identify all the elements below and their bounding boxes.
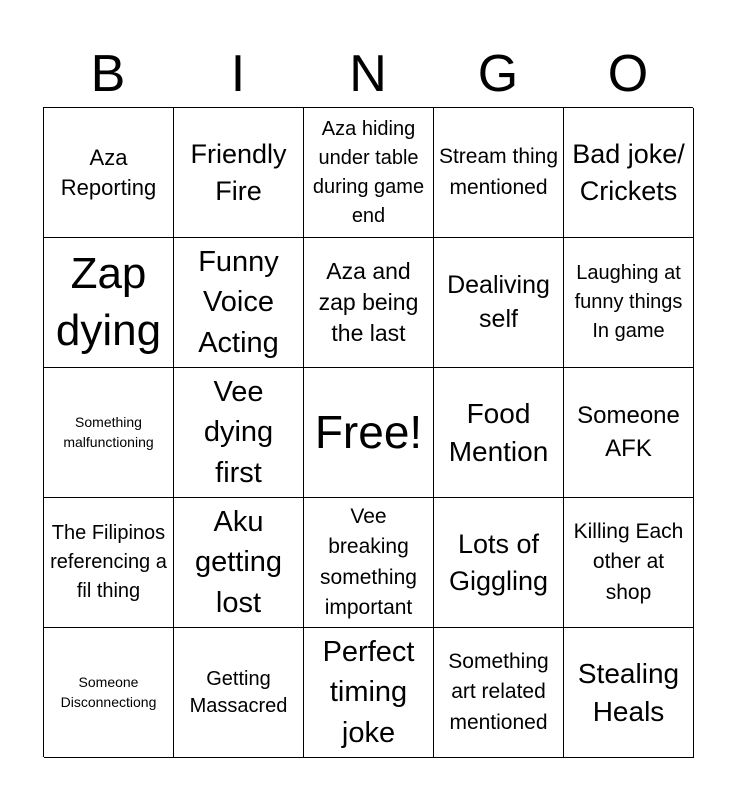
bingo-cell[interactable] <box>434 628 564 758</box>
header-letter-b: B <box>90 45 126 103</box>
cell-text: Aku getting lost <box>194 506 283 619</box>
bingo-cell[interactable] <box>434 498 564 628</box>
bingo-cell[interactable] <box>434 238 564 368</box>
cell-text: Someone AFK <box>577 402 680 462</box>
bingo-cell[interactable] <box>174 498 304 628</box>
bingo-cell[interactable] <box>304 498 434 628</box>
bingo-cell[interactable] <box>304 628 434 758</box>
cell-text: Aza and zap being the last <box>318 257 419 347</box>
cell-text: Killing Each other at shop <box>573 519 684 604</box>
cell-text: Vee breaking something important <box>320 504 417 619</box>
cell-text: Aza Reporting <box>60 144 157 200</box>
cell-text: Laughing at funny things In game <box>574 262 683 342</box>
bingo-cell[interactable] <box>434 368 564 498</box>
cell-text: Funny Voice Acting <box>198 246 279 359</box>
cell-text: Aza hiding under table during game end <box>312 117 425 227</box>
header-letter-g: G <box>477 45 519 103</box>
bingo-cell[interactable] <box>304 368 434 498</box>
bingo-cell[interactable] <box>44 108 174 238</box>
cell-text: Vee dying first <box>203 376 274 489</box>
bingo-cell[interactable] <box>304 238 434 368</box>
bingo-cell[interactable] <box>174 108 304 238</box>
cell-text: Food Mention <box>448 397 549 467</box>
header-letter-n: N <box>349 45 387 103</box>
bingo-cell[interactable] <box>304 108 434 238</box>
bingo-cell[interactable] <box>434 108 564 238</box>
bingo-cell[interactable] <box>44 628 174 758</box>
cell-text: The Filipinos referencing a fil thing <box>50 522 167 602</box>
bingo-cell[interactable] <box>44 368 174 498</box>
cell-text: Friendly Fire <box>190 139 287 206</box>
bingo-cell[interactable] <box>44 498 174 628</box>
cell-text: Getting Massacred <box>189 667 288 717</box>
cell-text: Bad joke/ Crickets <box>572 139 685 206</box>
cell-text: Something art related mentioned <box>448 649 549 734</box>
bingo-cell[interactable] <box>564 238 694 368</box>
bingo-grid <box>43 107 693 757</box>
bingo-cell[interactable] <box>564 368 694 498</box>
free-space: Free! <box>314 406 423 459</box>
bingo-cell[interactable] <box>564 108 694 238</box>
cell-text: Stream thing mentioned <box>438 145 559 199</box>
cell-text: Lots of Giggling <box>448 529 549 596</box>
cell-text: Zap dying <box>55 249 162 355</box>
bingo-cell[interactable] <box>174 628 304 758</box>
cell-text: Something malfunctioning <box>63 413 154 450</box>
bingo-cell[interactable] <box>564 498 694 628</box>
header-letter-o: O <box>607 45 649 103</box>
header-letter-i: I <box>230 45 246 103</box>
cell-text: Perfect timing joke <box>322 636 415 749</box>
cell-text: Stealing Heals <box>577 657 680 727</box>
bingo-cell[interactable] <box>564 628 694 758</box>
bingo-cell[interactable] <box>174 368 304 498</box>
cell-text: Dealiving self <box>447 270 550 333</box>
bingo-cell[interactable] <box>174 238 304 368</box>
bingo-cell[interactable] <box>44 238 174 368</box>
cell-text: Someone Disconnectiong <box>60 673 157 710</box>
bingo-header <box>43 40 693 108</box>
